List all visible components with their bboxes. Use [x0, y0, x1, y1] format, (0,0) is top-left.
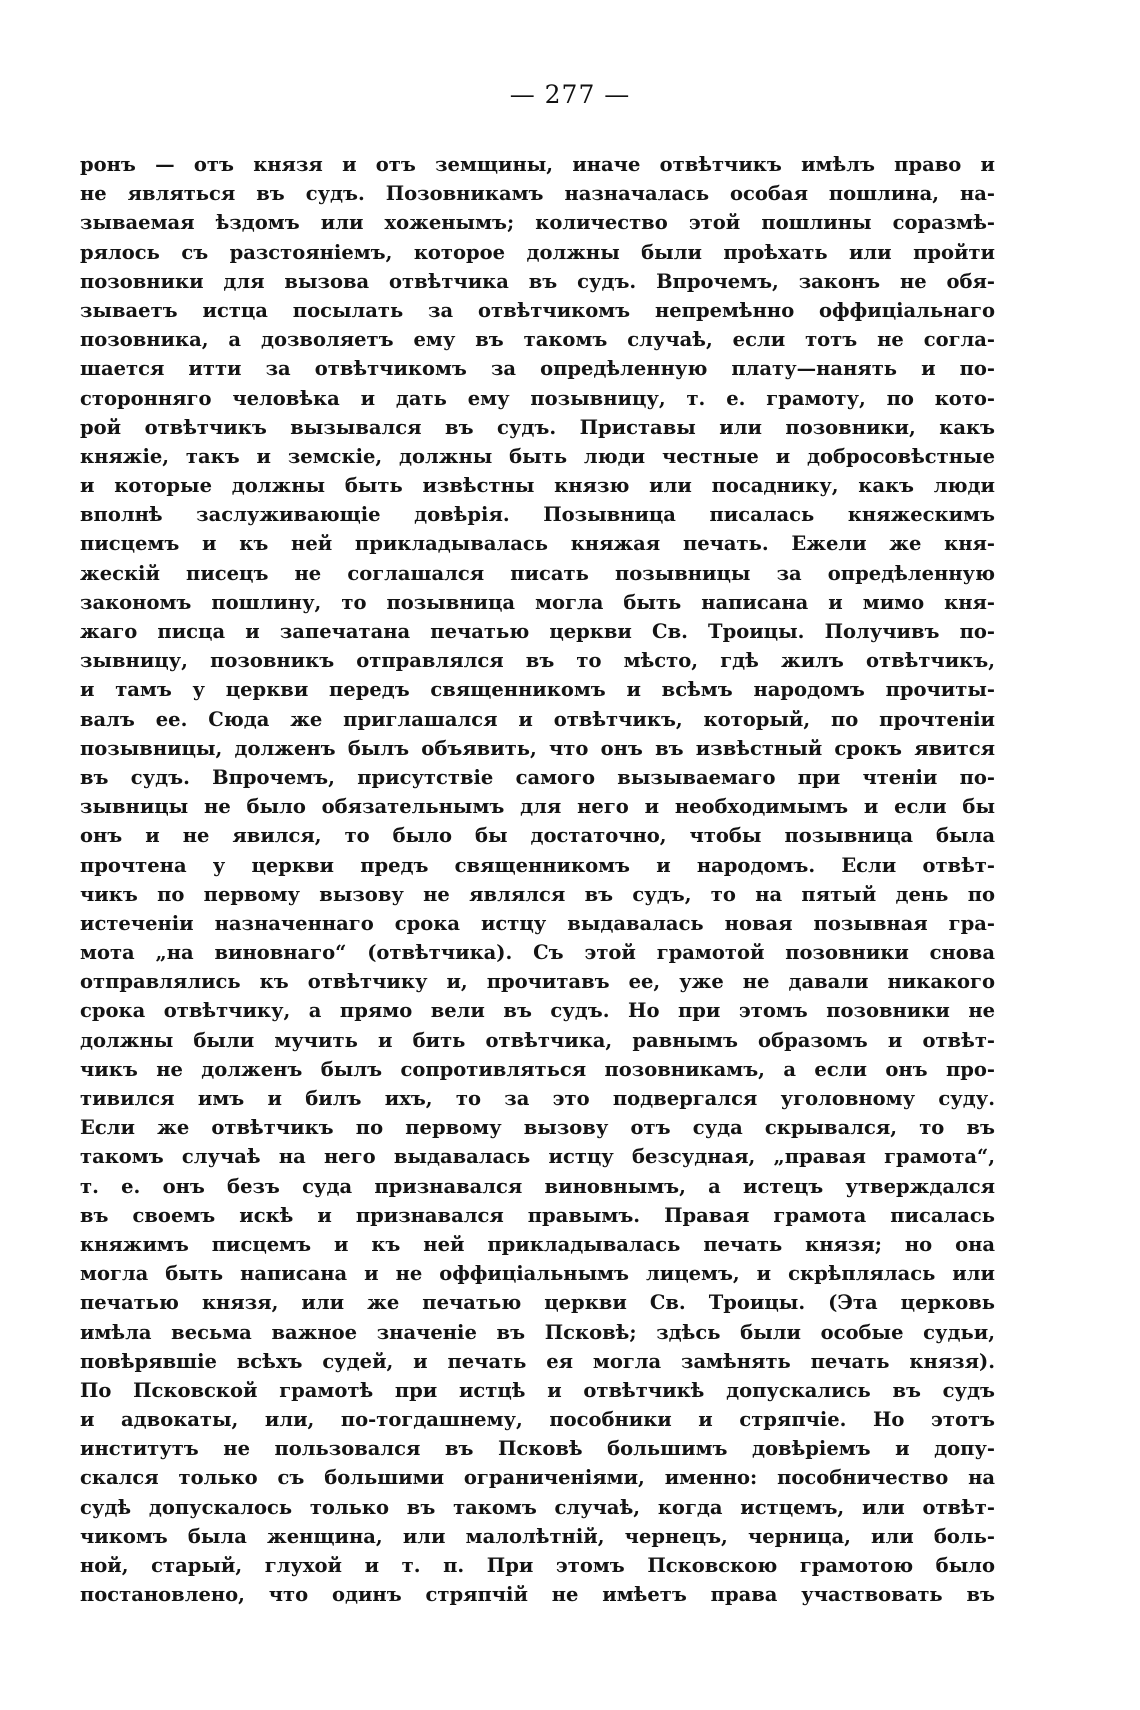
body-text: [80, 150, 995, 1609]
text-line: мота „на виновнаго“ (отвѣтчика). Съ этой грамотой позовники снова: [80, 941, 995, 965]
text-line: зываемая ѣздомъ или хоженымъ; количество этой пошлины соразмѣ-: [80, 211, 995, 235]
text-line: рялось съ разстояніемъ, которое должны были проѣхать или пройти: [80, 240, 995, 264]
text-line: зывницу, позовникъ отправлялся въ то мѣсто, гдѣ жилъ отвѣтчикъ,: [80, 649, 995, 673]
text-line: рой отвѣтчикъ вызывался въ судъ. Приставы или позовники, какъ: [80, 415, 995, 439]
text-line: и тамъ у церкви передъ священникомъ и всѣмъ народомъ прочиты-: [80, 678, 995, 702]
text-line: имѣла весьма важное значеніе въ Псковѣ; здѣсь были особые судьи,: [80, 1320, 995, 1344]
text-line: закономъ пошлину, то позывница могла быть написана и мимо кня-: [80, 590, 995, 614]
text-line: сторонняго человѣка и дать ему позывницу, т. е. грамоту, по кото-: [80, 386, 995, 410]
text-line: прочтена у церкви предъ священникомъ и народомъ. Если отвѣт-: [80, 853, 995, 877]
text-line: ной, старый, глухой и т. п. При этомъ Псковскою грамотою было: [80, 1554, 995, 1577]
text-line: печатью князя, или же печатью церкви Св. Троицы. (Эта церковь: [80, 1291, 995, 1315]
text-line: повѣрявшіе всѣхъ судей, и печать ея могла замѣнять печать князя).: [80, 1349, 995, 1373]
text-line: такомъ случаѣ на него выдавалась истцу безсудная, „правая грамота“,: [80, 1145, 995, 1169]
text-line: Если же отвѣтчикъ по первому вызову отъ суда скрывался, то въ: [80, 1116, 995, 1140]
text-line: и адвокаты, или, по-тогдашнему, пособники и стряпчіе. Но этотъ: [80, 1408, 995, 1432]
text-line: жескій писецъ не соглашался писать позывницы за опредѣленную: [80, 561, 995, 585]
text-line: тивился имъ и билъ ихъ, то за это подвергался уголовному суду.: [80, 1087, 995, 1110]
text-line: позывницы, долженъ былъ объявить, что онъ въ извѣстный срокъ явится: [80, 736, 995, 760]
text-line: постановлено, что одинъ стряпчій не имѣетъ права участвовать въ: [80, 1583, 995, 1607]
text-line: и которые должны быть извѣстны князю или посаднику, какъ люди: [80, 474, 995, 498]
text-line: ронъ — отъ князя и отъ земщины, иначе отвѣтчикъ имѣлъ право и: [80, 153, 995, 176]
text-line: валъ ее. Сюда же приглашался и отвѣтчикъ, который, по прочтеніи: [80, 707, 995, 731]
text-line: чикъ по первому вызову не являлся въ судъ, то на пятый день по: [80, 882, 995, 906]
text-line: въ судъ. Впрочемъ, присутствіе самого вызываемаго при чтеніи по-: [80, 765, 995, 789]
text-line: скался только съ большими ограниченіями, именно: пособничество на: [80, 1466, 995, 1490]
text-line: княжіе, такъ и земскіе, должны быть люди честные и добросовѣстные: [80, 444, 995, 468]
text-line: чикъ не долженъ былъ сопротивляться позовникамъ, а если онъ про-: [80, 1057, 995, 1081]
page-number: — 277 —: [509, 80, 631, 109]
text-line: зываетъ истца посылать за отвѣтчикомъ непремѣнно оффиціальнаго: [80, 298, 995, 322]
text-line: должны были мучить и бить отвѣтчика, равнымъ образомъ и отвѣт-: [80, 1028, 995, 1052]
text-line: жаго писца и запечатана печатью церкви Св. Троицы. Получивъ по-: [80, 620, 995, 643]
text-line: институтъ не пользовался въ Псковѣ большимъ довѣріемъ и допу-: [80, 1437, 995, 1461]
text-line: По Псковской грамотѣ при истцѣ и отвѣтчикѣ допускались въ судъ: [80, 1378, 995, 1402]
text-line: могла быть написана и не оффиціальнымъ лицемъ, и скрѣплялась или: [80, 1262, 995, 1286]
text-line: срока отвѣтчику, а прямо вели въ судъ. Но при этомъ позовники не: [80, 999, 995, 1023]
text-line: зывницы не было обязательнымъ для него и необходимымъ и если бы: [80, 795, 995, 819]
text-line: истеченіи назначеннаго срока истцу выдавалась новая позывная гра-: [80, 911, 995, 935]
text-line: отправлялись къ отвѣтчику и, прочитавъ ее, уже не давали никакого: [80, 970, 995, 994]
text-line: шается итти за отвѣтчикомъ за опредѣленную плату—нанять и по-: [80, 357, 995, 381]
text-line: т. е. онъ безъ суда признавался виновнымъ, а истецъ утверждался: [80, 1174, 995, 1198]
text-line: въ своемъ искѣ и признавался правымъ. Правая грамота писалась: [80, 1203, 995, 1227]
text-line: онъ и не явился, то было бы достаточно, чтобы позывница была: [80, 824, 995, 848]
text-line: позовники для вызова отвѣтчика въ судъ. Впрочемъ, законъ не обя-: [80, 269, 995, 293]
text-line: позовника, а дозволяетъ ему въ такомъ случаѣ, если тотъ не согла-: [80, 328, 995, 352]
text-line: чикомъ была женщина, или малолѣтній, чернецъ, черница, или боль-: [80, 1524, 995, 1548]
text-line: княжимъ писцемъ и къ ней прикладывалась печать князя; но она: [80, 1232, 995, 1256]
text-line: вполнѣ заслуживающіе довѣрія. Позывница писалась княжескимъ: [80, 503, 995, 527]
text-line: писцемъ и къ ней прикладывалась княжая печать. Ежели же кня-: [80, 532, 995, 556]
text-line: не являться въ судъ. Позовникамъ назначалась особая пошлина, на-: [80, 182, 995, 206]
text-line: судѣ допускалось только въ такомъ случаѣ, когда истцемъ, или отвѣт-: [80, 1495, 995, 1519]
